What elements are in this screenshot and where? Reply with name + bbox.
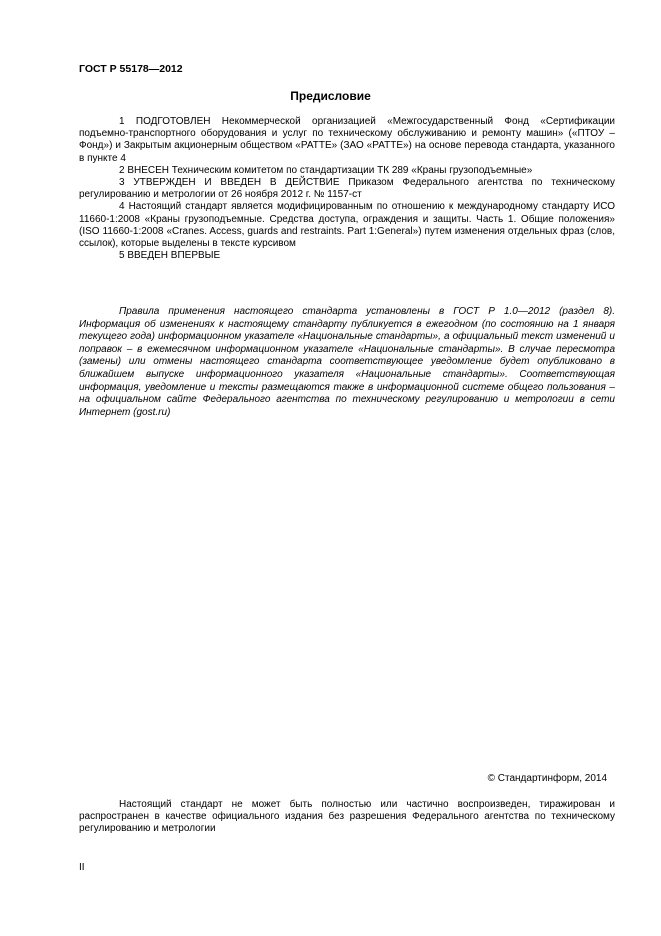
preface-item-2 — [79, 165, 615, 177]
preface-item-2-text: 2 ВНЕСЕН Техническим комитетом по стандартизации ТК 289 «Краны грузоподъемные» — [119, 164, 533, 176]
document-code: ГОСТ Р 55178—2012 — [79, 63, 183, 75]
page-title: Предисловие — [290, 89, 371, 103]
preface-item-5 — [79, 250, 615, 262]
reproduction-notice — [79, 799, 615, 836]
preface-item-5-text: 5 ВВЕДЕН ВПЕРВЫЕ — [119, 250, 221, 262]
preface-section — [79, 116, 615, 262]
reproduction-notice-text: Настоящий стандарт не может быть полностью или частично воспроизведен, тиражирован и распространен в качестве официального издания без разрешения Федерального агентства по техническому регулированию и метрологии — [79, 799, 615, 835]
preface-item-4 — [79, 201, 615, 250]
copyright-line: © Стандартинформ, 2014 — [487, 773, 607, 784]
application-notice-text: Правила применения настоящего стандарта установлены в ГОСТ Р 1.0—2012 (раздел 8). Информация об изменениях к настоящему стандарту публикуется в ежегодном (по состоянию на 1 января текущего года) информационном указателе «Национальные стандарты», а официальный текст изменений и поправок – в ежемесячном информационном указателе «Национальные стандарты». В случае пересмотра (замены) или отмены настоящего стандарта соответствующее уведомление будет опубликовано в ближайшем выпуске информационного указателя «Национальные стандарты». Соответствующая информация, уведомление и тексты размещаются также в информационной системе общего пользования – на официальном сайте Федерального агентства по техническому регулированию и метрологии в сети Интернет (gost.ru) — [79, 306, 615, 418]
application-notice — [79, 306, 615, 419]
preface-item-3 — [79, 177, 615, 201]
preface-item-4-text: 4 Настоящий стандарт является модифицированным по отношению к международному стандарту ИСО 11660-1:2008 «Краны грузоподъемные. Средства доступа, ограждения и защиты. Часть 1. Общие положения» (ISO 11660-1:2008 «Cranes. Access, guards and restraints. Part 1:General») путем изменения отдельных фраз (слов, ссылок), которые выделены в тексте курсивом — [79, 201, 615, 250]
preface-item-1 — [79, 116, 615, 165]
page-number: II — [79, 862, 85, 873]
preface-item-1-text: 1 ПОДГОТОВЛЕН Некоммерческой организацией «Межгосударственный Фонд «Сертификации подъемно-транспортного оборудования и услуг по техническому обслуживанию и ремонту машин» («ПТОУ – Фонд») и Закрытым акционерным обществом «РАТТЕ» (ЗАО «РАТТЕ») на основе перевода стандарта, указанного в пункте 4 — [79, 116, 615, 164]
preface-item-3-text: 3 УТВЕРЖДЕН И ВВЕДЕН В ДЕЙСТВИЕ Приказом Федерального агентства по техническому регулированию и метрологии от 26 ноября 2012 г. № 1157-ст — [79, 177, 615, 201]
